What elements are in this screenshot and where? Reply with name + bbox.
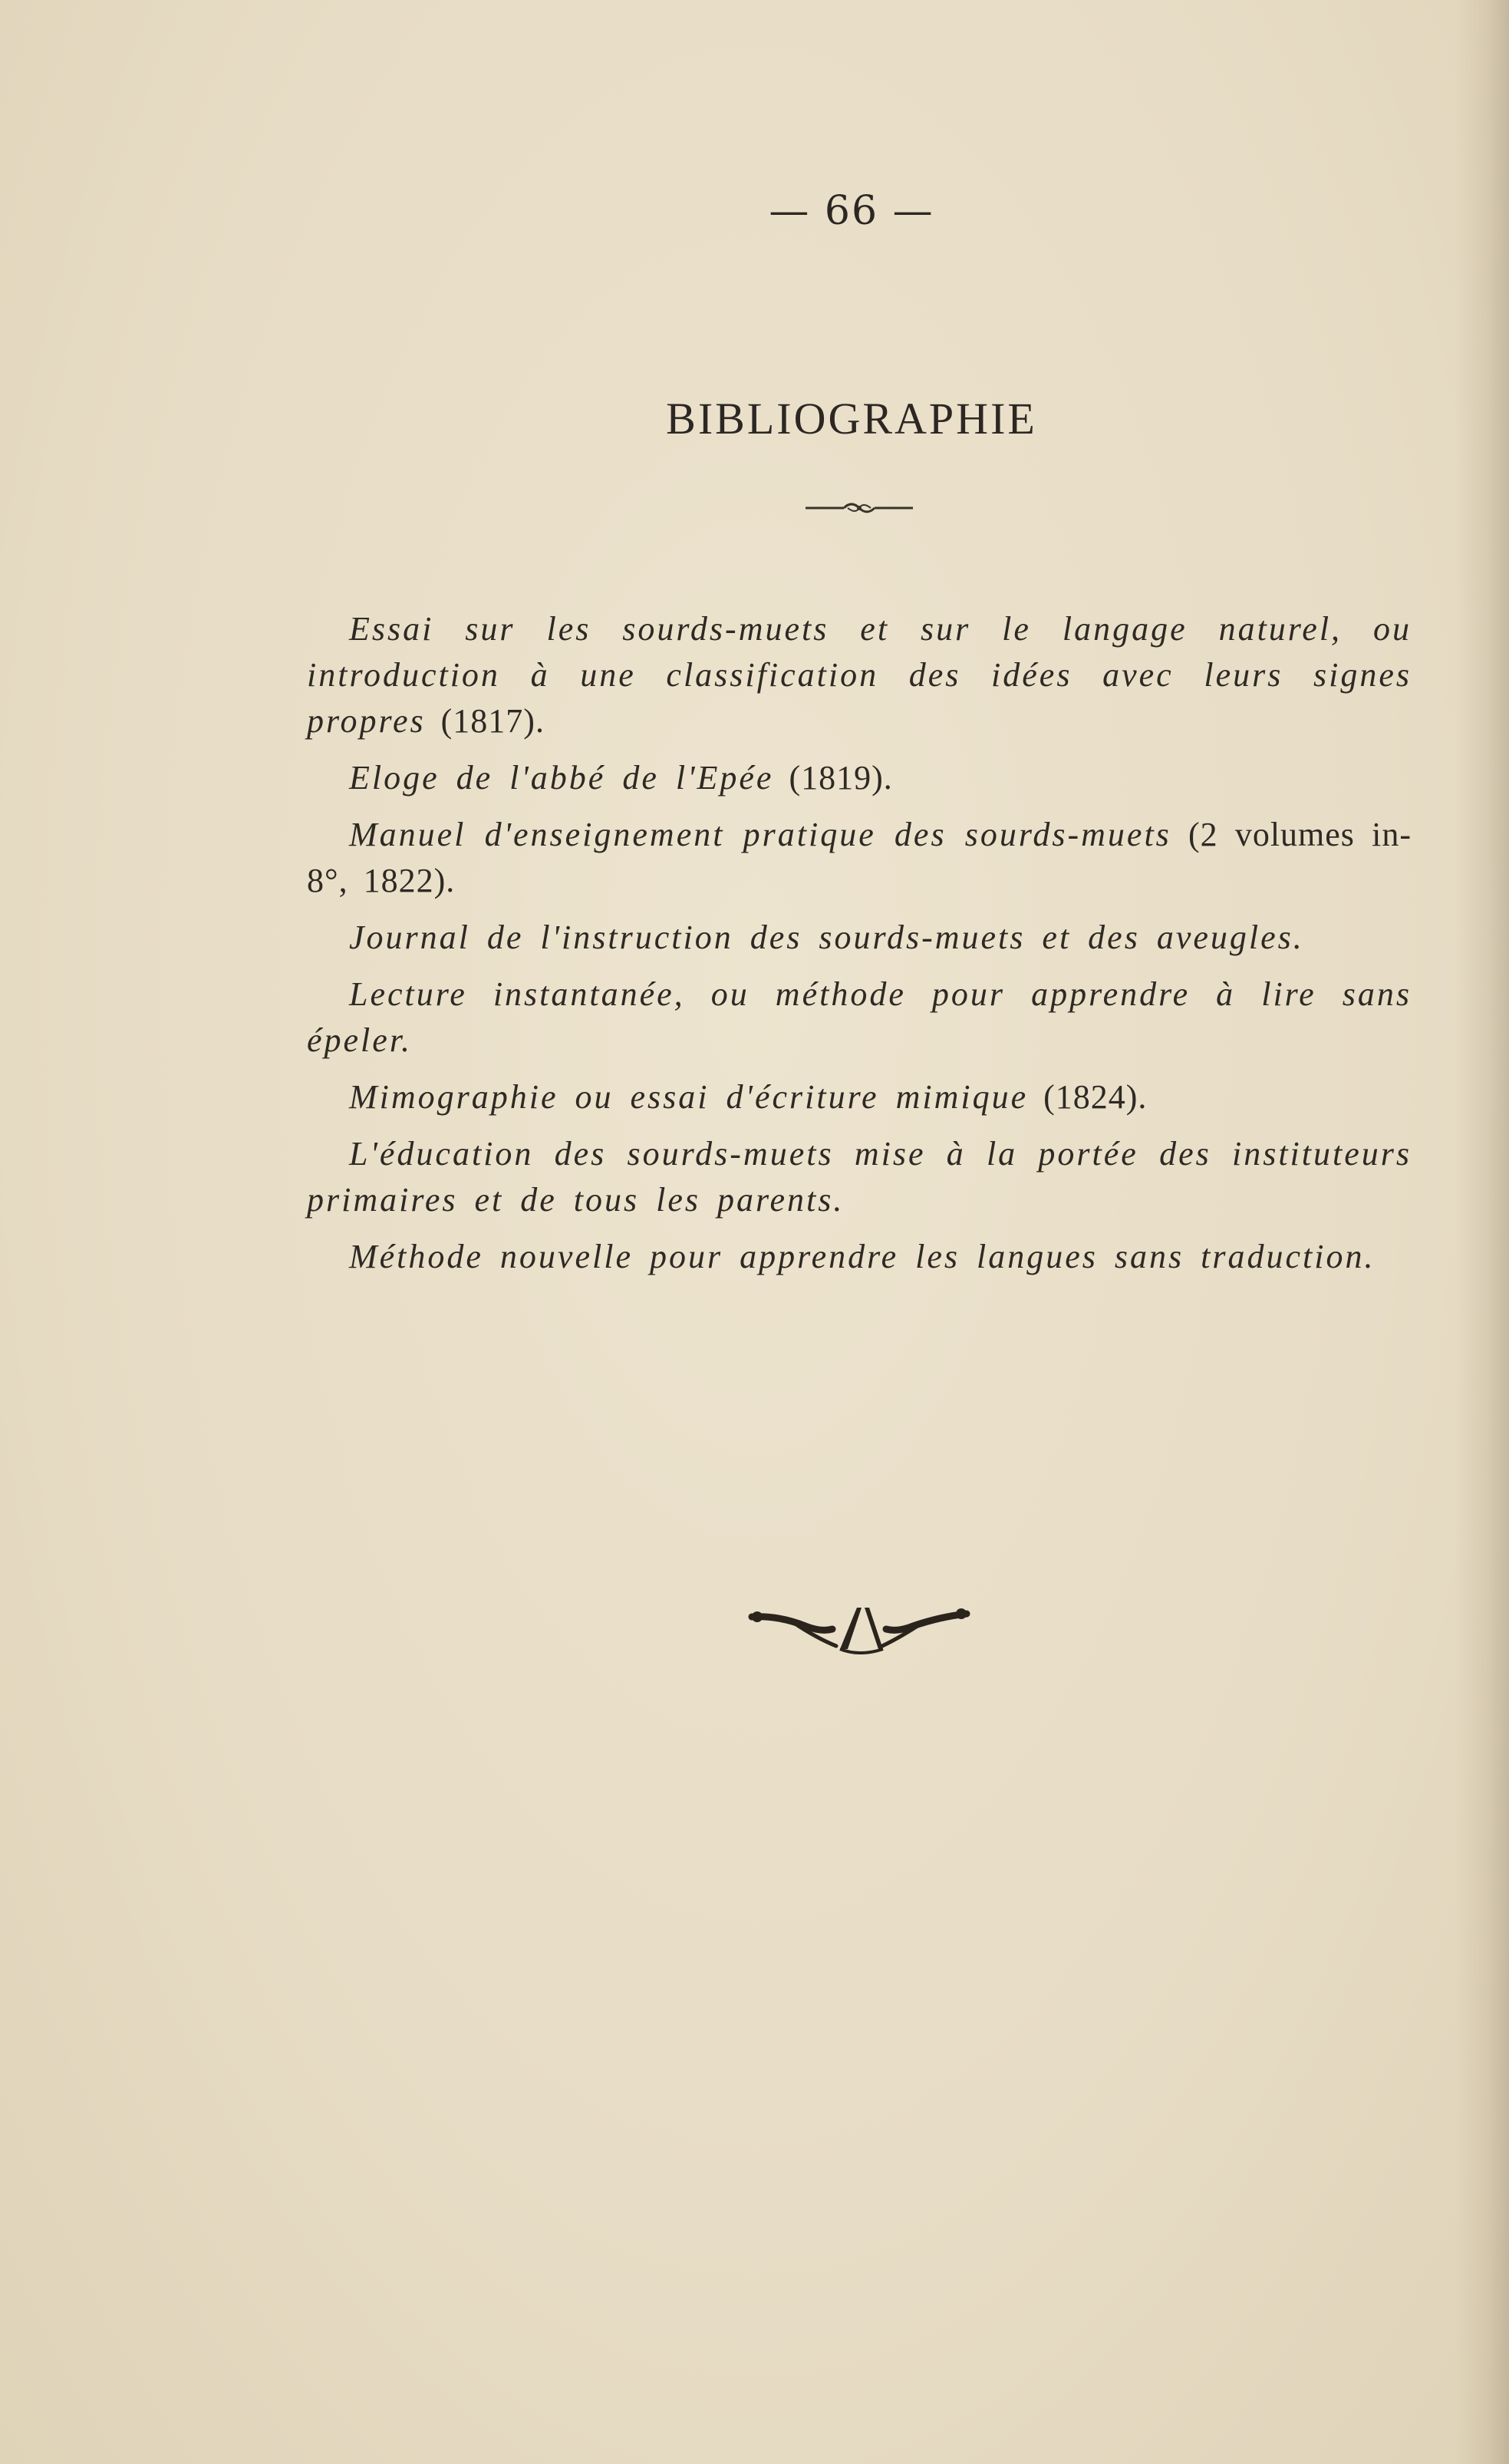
entry-title: Journal de l'instruction des sourds-muets et des aveugles. bbox=[349, 919, 1304, 956]
entry-details: (2 volumes in-8°, 1822). bbox=[307, 816, 1412, 899]
section-title: BIBLIOGRAPHIE bbox=[666, 394, 1037, 444]
entry-title: L'éducation des sourds-muets mise à la portée des instituteurs primaires et de tous les parents. bbox=[307, 1135, 1412, 1219]
bibliography-entry bbox=[307, 915, 1412, 961]
bibliography-entry bbox=[307, 812, 1412, 904]
entry-details: (1817). bbox=[425, 702, 545, 740]
bibliography-entry bbox=[307, 971, 1412, 1064]
bibliography-list bbox=[307, 606, 1412, 1291]
bibliography-entry bbox=[307, 1074, 1412, 1120]
entry-details: (1819). bbox=[773, 759, 893, 797]
small-fleuron-icon bbox=[802, 497, 917, 519]
bibliography-entry bbox=[307, 1131, 1412, 1223]
bibliography-entry bbox=[307, 606, 1412, 744]
entry-title: Essai sur les sourds-muets et sur le langage naturel, ou introduction à une classification des idées avec leurs signes propres bbox=[307, 610, 1412, 740]
page-number: — 66 — bbox=[769, 188, 934, 234]
entry-title: Manuel d'enseignement pratique des sourds-muets bbox=[349, 816, 1171, 853]
entry-title: Méthode nouvelle pour apprendre les langues sans traduction. bbox=[349, 1238, 1376, 1275]
entry-title: Eloge de l'abbé de l'Epée bbox=[349, 759, 774, 797]
entry-title: Mimographie ou essai d'écriture mimique bbox=[349, 1078, 1029, 1116]
tailpiece-fleuron-icon bbox=[748, 1592, 970, 1661]
bibliography-entry bbox=[307, 755, 1412, 801]
entry-details: (1824). bbox=[1028, 1078, 1148, 1116]
bibliography-entry bbox=[307, 1234, 1412, 1280]
entry-title: Lecture instantanée, ou méthode pour apprendre à lire sans épeler. bbox=[307, 975, 1412, 1059]
page-edge-shadow bbox=[1455, 0, 1509, 2464]
